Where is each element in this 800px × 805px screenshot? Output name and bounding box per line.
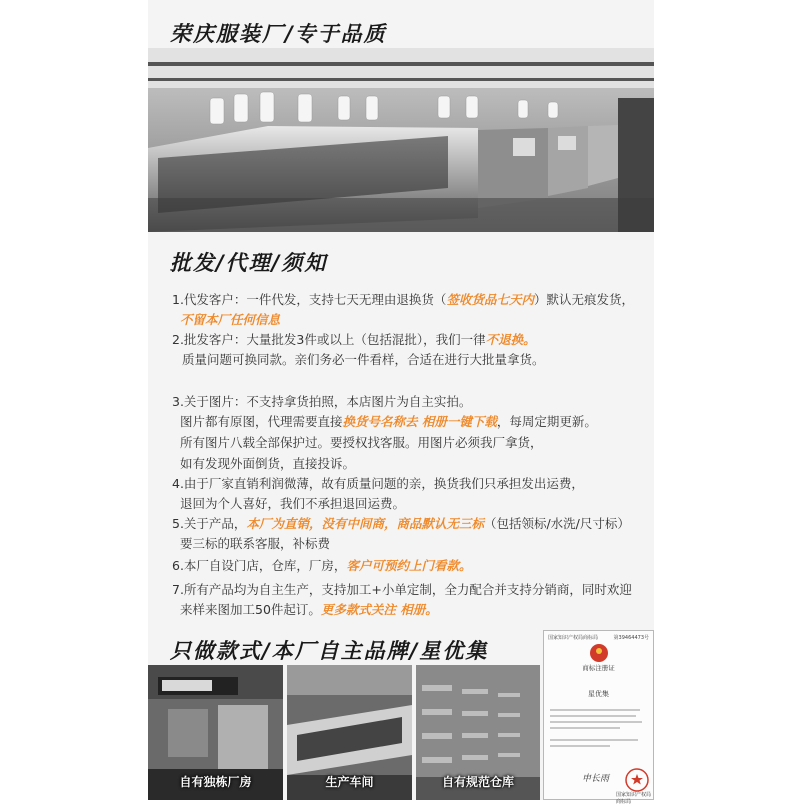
note-2-line-1: 2.批发客户：大量批发3件或以上（包括混批），我们一律不退换。 bbox=[172, 332, 536, 347]
national-emblem-icon bbox=[587, 643, 611, 663]
trademark-certificate bbox=[543, 630, 654, 805]
wholesale-heading: 批发/代理/须知 bbox=[170, 251, 328, 275]
certificate-brand: 星优集 bbox=[588, 690, 609, 698]
knitting-machines-photo bbox=[148, 48, 654, 232]
note-7-line-1: 7.所有产品均为自主生产，支持加工+小单定制，全力配合并支持分销商，同时欢迎 bbox=[172, 582, 632, 597]
note-3-line-2: 图片都有原图，代理需要直接换货号名称去 相册一键下载，每周定期更新。 bbox=[180, 414, 597, 429]
note-2-line-2: 质量问题可换同款。亲们务必一件看样，合适在进行大批量拿货。 bbox=[182, 352, 545, 367]
certificate-issuer: 国家知识产权局商标局 bbox=[616, 792, 652, 805]
store-caption: 自有独栋厂房 bbox=[179, 775, 252, 789]
note-5-line-1: 5.关于产品，本厂为直销，没有中间商，商品默认无三标（包括领标/水洗/尺寸标） bbox=[172, 516, 630, 531]
certificate-header-right: 第39464473号 bbox=[613, 635, 649, 641]
warehouse-photo bbox=[416, 665, 540, 800]
certificate-title: 商标注册证 bbox=[582, 664, 615, 672]
warehouse-caption: 自有规范仓库 bbox=[441, 775, 514, 789]
certificate-text-lines bbox=[550, 703, 648, 763]
note-1-line-1: 1.代发客户：一件代发，支持七天无理由退换货（签收货品七天内）默认无痕发货， bbox=[172, 292, 634, 307]
official-seal-icon bbox=[624, 767, 650, 793]
note-1-line-2: 不留本厂任何信息 bbox=[180, 312, 281, 327]
workshop-photo bbox=[287, 665, 412, 800]
note-3-line-1: 3.关于图片：不支持拿货拍照，本店图片为自主实拍。 bbox=[172, 394, 472, 409]
note-4-line-2: 退回为个人喜好，我们不承担退回运费。 bbox=[180, 496, 406, 511]
workshop-caption: 生产车间 bbox=[325, 775, 374, 789]
certificate-header-left: 国家知识产权局商标局 bbox=[548, 635, 599, 641]
note-5-line-2: 要三标的联系客服，补标费 bbox=[180, 536, 331, 551]
brand-heading: 只做款式/本厂自主品牌/星优集 bbox=[170, 639, 489, 663]
store-photo bbox=[148, 665, 283, 800]
note-3-line-4: 如有发现外面倒货，直接投诉。 bbox=[180, 456, 356, 471]
note-7-line-2: 来样来图加工50件起订。更多款式关注 相册。 bbox=[180, 602, 438, 617]
note-3-line-3: 所有图片八载全部保护过。要授权找客服。用图片必须我厂拿货， bbox=[180, 435, 543, 450]
note-6-line-1: 6.本厂自设门店，仓库，厂房，客户可预约上门看款。 bbox=[172, 558, 472, 573]
certificate-signature: 申长雨 bbox=[582, 774, 610, 784]
factory-floor-illustration bbox=[148, 48, 654, 232]
factory-heading: 荣庆服装厂/专于品质 bbox=[170, 22, 387, 46]
note-4-line-1: 4.由于厂家直销利润微薄，故有质量问题的亲，换货我们只承担发出运费， bbox=[172, 476, 584, 491]
